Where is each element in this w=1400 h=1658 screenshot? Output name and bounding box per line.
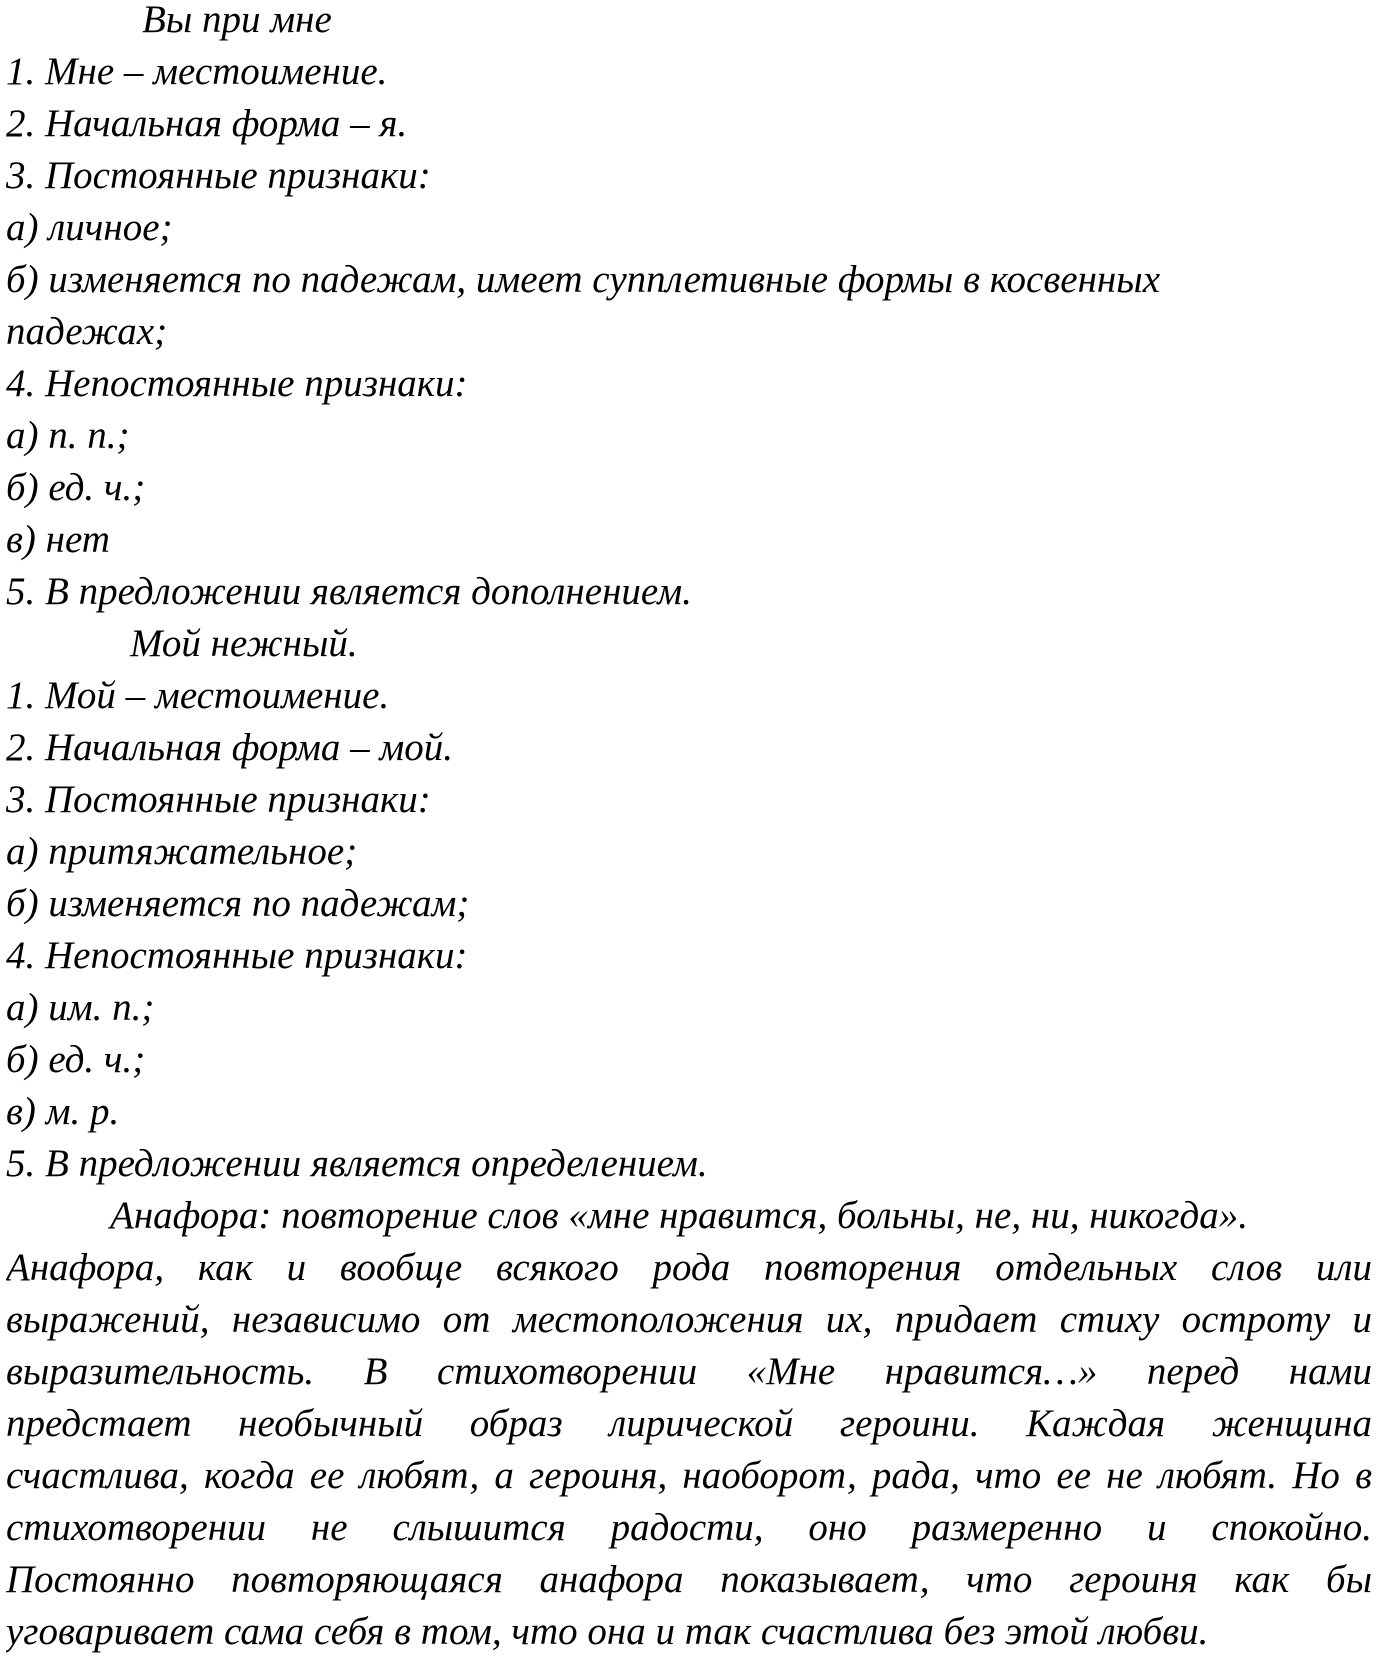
section1-line: в) нет	[6, 518, 110, 561]
section1-line: а) п. п.;	[6, 414, 130, 457]
section1-line: б) изменяется по падежам, имеет супплетивные формы в косвенных	[6, 258, 1161, 301]
section-heading-moi-nezhnyi: Мой нежный.	[130, 622, 358, 665]
section1-line: падежах;	[6, 310, 168, 353]
document-page	[6, 0, 1396, 1658]
section2-line: а) притяжательное;	[6, 830, 358, 873]
section2-line: б) ед. ч.;	[6, 1038, 146, 1081]
section1-line: 5. В предложении является дополнением.	[6, 570, 692, 613]
section1-line: б) ед. ч.;	[6, 466, 146, 509]
section1-line: 3. Постоянные признаки:	[6, 154, 431, 197]
paragraph-first-line: Анафора: повторение слов «мне нравится, больны, не, ни, никогда».	[110, 1194, 1248, 1237]
paragraph-line: предстает необычный образ лирической героини. Каждая женщина	[6, 1402, 1372, 1445]
section2-line: а) им. п.;	[6, 986, 155, 1029]
section2-line: 2. Начальная форма – мой.	[6, 726, 453, 769]
section1-line: а) личное;	[6, 206, 173, 249]
section2-line: 3. Постоянные признаки:	[6, 778, 431, 821]
paragraph-line: выражений, независимо от местоположения их, придает стиху остроту и	[6, 1298, 1372, 1341]
section2-line: б) изменяется по падежам;	[6, 882, 470, 925]
paragraph-line: стихотворении не слышится радости, оно размеренно и спокойно.	[6, 1506, 1372, 1549]
section1-line: 2. Начальная форма – я.	[6, 102, 408, 145]
paragraph-line: Постоянно повторяющаяся анафора показывает, что героиня как бы	[6, 1558, 1372, 1601]
paragraph-line: Анафора, как и вообще всякого рода повторения отдельных слов или	[6, 1246, 1372, 1289]
paragraph-line: счастлива, когда ее любят, а героиня, наоборот, рада, что ее не любят. Но в	[6, 1454, 1372, 1497]
paragraph-line: уговаривает сама себя в том, что она и так счастлива без этой любви.	[6, 1610, 1209, 1653]
section1-line: 1. Мне – местоимение.	[6, 50, 388, 93]
paragraph-line: выразительность. В стихотворении «Мне нравится…» перед нами	[6, 1350, 1372, 1393]
paragraph-body	[6, 1242, 1372, 1658]
section-heading-vy-pri-mne: Вы при мне	[142, 0, 332, 41]
section2-line: 4. Непостоянные признаки:	[6, 934, 468, 977]
section2-line: в) м. р.	[6, 1090, 120, 1133]
section2-line: 5. В предложении является определением.	[6, 1142, 708, 1185]
section2-line: 1. Мой – местоимение.	[6, 674, 390, 717]
section1-line: 4. Непостоянные признаки:	[6, 362, 468, 405]
